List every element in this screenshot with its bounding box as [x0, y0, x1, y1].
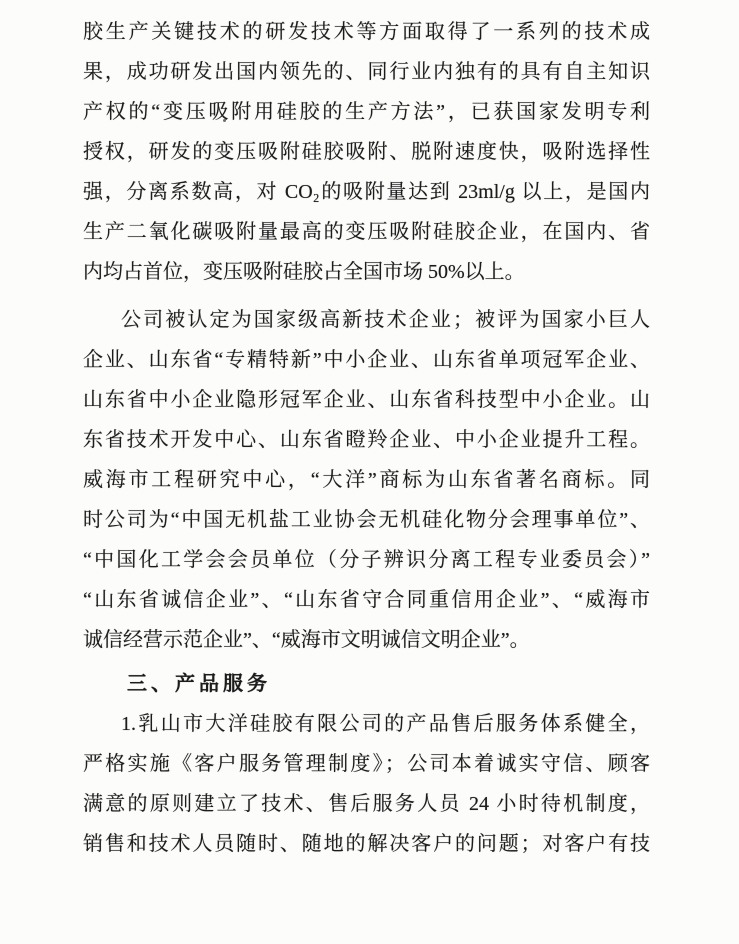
text-line: 果，成功研发出国内领先的、同行业内独有的具有自主知识: [83, 61, 650, 83]
text-line: 生产二氧化碳吸附量最高的变压吸附硅胶企业，在国内、省: [83, 221, 650, 243]
document-text-block: [83, 12, 650, 864]
text-line: 时公司为“中国无机盐工业协会无机硅化物分会理事单位”、: [83, 509, 650, 531]
text-line: 东省技术开发中心、山东省瞪羚企业、中小企业提升工程。: [83, 429, 650, 451]
text-line: 授权，研发的变压吸附硅胶吸附、脱附速度快，吸附选择性: [83, 141, 650, 163]
text-line: 诚信经营示范企业”、“威海市文明诚信文明企业”。: [83, 629, 530, 651]
text-line: 销售和技术人员随时、随地的解决客户的问题；对客户有技: [83, 833, 650, 855]
paragraph-after-sales-service: [83, 704, 650, 864]
section-heading-product-services: 三、产品服务: [127, 673, 271, 695]
text-line: “中国化工学会会员单位（分子辨识分离工程专业委员会）”: [83, 549, 650, 571]
text-line: 强，分离系数高，对 CO₂的吸附量达到 23ml/g 以上，是国内: [83, 181, 650, 203]
text-line: 企业、山东省“专精特新”中小企业、山东省单项冠军企业、: [83, 349, 650, 371]
paragraph-technology-achievements: [83, 12, 650, 292]
text-line: 产权的“变压吸附用硅胶的生产方法”，已获国家发明专利: [83, 101, 650, 123]
text-line: 内均占首位，变压吸附硅胶占全国市场 50%以上。: [83, 261, 525, 283]
paragraph-company-honors: [83, 300, 650, 660]
text-line: 公司被认定为国家级高新技术企业；被评为国家小巨人: [121, 309, 650, 331]
text-line: 满意的原则建立了技术、售后服务人员 24 小时待机制度，: [83, 793, 650, 815]
text-line: 1.乳山市大洋硅胶有限公司的产品售后服务体系健全，: [121, 713, 650, 735]
text-line: 胶生产关键技术的研发技术等方面取得了一系列的技术成: [83, 21, 650, 43]
text-line: 山东省中小企业隐形冠军企业、山东省科技型中小企业。山: [83, 389, 650, 411]
text-line: “山东省诚信企业”、“山东省守合同重信用企业”、“威海市: [83, 589, 650, 611]
text-line: 严格实施《客户服务管理制度》；公司本着诚实守信、顾客: [83, 753, 650, 775]
text-line: 威海市工程研究中心，“大洋”商标为山东省著名商标。同: [83, 469, 650, 491]
